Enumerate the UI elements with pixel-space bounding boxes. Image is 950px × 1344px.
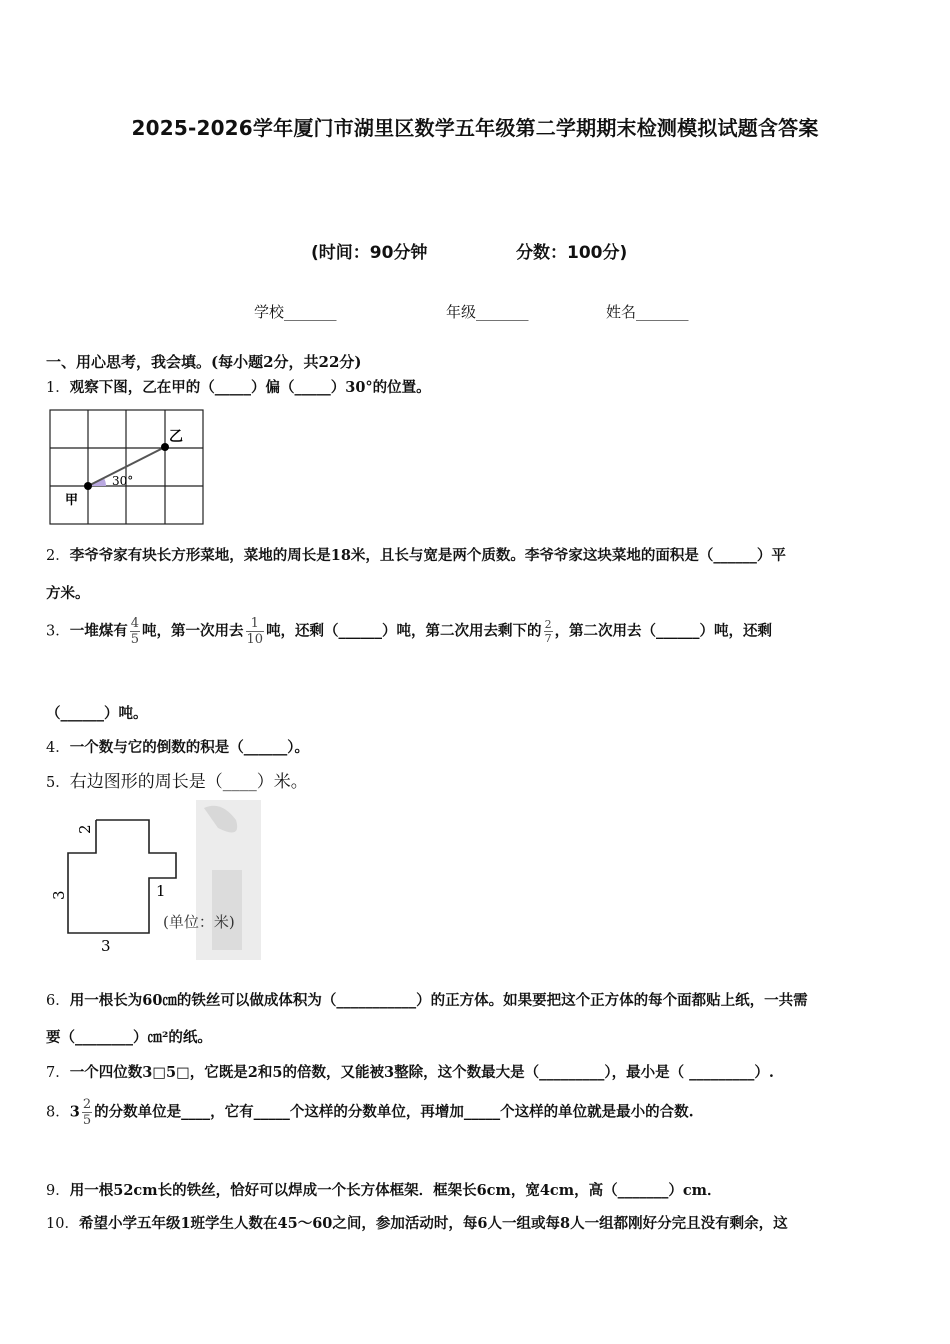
question-text: 一堆煤有 (69, 622, 128, 640)
name-field: 姓名_______ (606, 303, 689, 321)
label-b: 乙 (169, 429, 183, 445)
question-number: 6． (46, 993, 70, 1009)
question-text: 吨，第一次用去 (142, 622, 244, 640)
question-9 (46, 1179, 722, 1200)
unit-label: (单位：米) (163, 913, 235, 931)
document-title: 2025-2026学年厦门市湖里区数学五年级第二学期期末检测模拟试题含答案 (131, 116, 819, 140)
fraction: $\frac{4}{5}$ (130, 616, 140, 647)
label-1: 1 (156, 882, 166, 900)
question-number: 5． (46, 775, 70, 791)
point-b (161, 443, 169, 451)
question-4 (46, 736, 309, 757)
grid-figure (48, 408, 208, 528)
question-7 (46, 1061, 774, 1082)
mixed-number-whole: 3 (69, 1103, 80, 1121)
question-text: ，第二次用去（______）吨，还剩 (554, 622, 773, 640)
exam-score: 分数：100分) (516, 243, 628, 263)
exam-time: (时间：90分钟 (311, 243, 428, 263)
question-text: 观察下图，乙在甲的（_____）偏（_____）30°的位置。 (69, 379, 431, 396)
label-3-vertical: 3 (50, 890, 68, 900)
question-2-cont: 方米。 (46, 585, 90, 602)
question-text: 用一根52cm长的铁丝，恰好可以焊成一个长方体框架．框架长6cm，宽4cm，高（_______）cm． (69, 1182, 722, 1199)
question-number: 9． (46, 1183, 70, 1199)
question-text: 一个四位数3□5□，它既是2和5的倍数，又能被3整除，这个数最大是（_________），最小是（ _________）. (69, 1064, 774, 1081)
section-heading: 一、用心思考，我会填。(每小题2分，共22分) (46, 353, 362, 371)
question-text: 李爷爷家有块长方形菜地，菜地的周长是18米，且长与宽是两个质数。李爷爷家这块菜地的面积是（______）平 (69, 547, 786, 564)
question-text: 用一根长为60㎝的铁丝可以做成体积为（___________）的正方体。如果要把这个正方体的每个面都贴上纸，一共需 (69, 992, 808, 1009)
polygon-figure (46, 800, 261, 960)
angle-label: 30° (112, 474, 134, 488)
question-3-cont: （______）吨。 (46, 705, 148, 722)
question-number: 2． (46, 548, 70, 564)
question-6-cont: 要（________）㎝²的纸。 (46, 1029, 212, 1046)
question-6 (46, 989, 808, 1010)
question-number: 7． (46, 1065, 70, 1081)
question-2 (46, 544, 786, 565)
question-number: 1． (46, 380, 70, 396)
question-text: 希望小学五年级1班学生人数在45～60之间，参加活动时，每6人一组或每8人一组都刚好分完且没有剩余，这 (78, 1215, 788, 1232)
polygon-outline (68, 820, 176, 933)
fraction: $\frac{2}{7}$ (544, 618, 552, 645)
question-text: 的分数单位是____，它有_____个这样的分数单位，再增加_____个这样的单位就是最小的合数. (94, 1103, 694, 1121)
question-number: 4． (46, 740, 70, 756)
question-number: 8． (46, 1104, 70, 1121)
fraction: $\frac{1}{10}$ (246, 616, 264, 647)
label-3-horizontal: 3 (101, 937, 111, 955)
question-number: 3． (46, 623, 70, 640)
question-3 (46, 616, 772, 647)
question-text: 一个数与它的倒数的积是（______）。 (69, 739, 309, 756)
point-a (84, 482, 92, 490)
question-text: 吨，还剩（______）吨，第二次用去剩下的 (266, 622, 542, 640)
question-number: 10． (46, 1216, 79, 1232)
grade-field: 年级_______ (446, 303, 529, 321)
question-5 (46, 767, 308, 792)
label-2: 2 (76, 824, 94, 834)
watermark-shape (212, 870, 242, 950)
question-10 (46, 1212, 788, 1233)
label-a: 甲 (65, 493, 79, 508)
school-field: 学校_______ (254, 303, 337, 321)
fraction: $\frac{2}{5}$ (82, 1097, 92, 1128)
question-text: 右边图形的周长是（____）米。 (69, 772, 308, 792)
question-1 (46, 376, 431, 397)
question-8 (46, 1097, 694, 1128)
